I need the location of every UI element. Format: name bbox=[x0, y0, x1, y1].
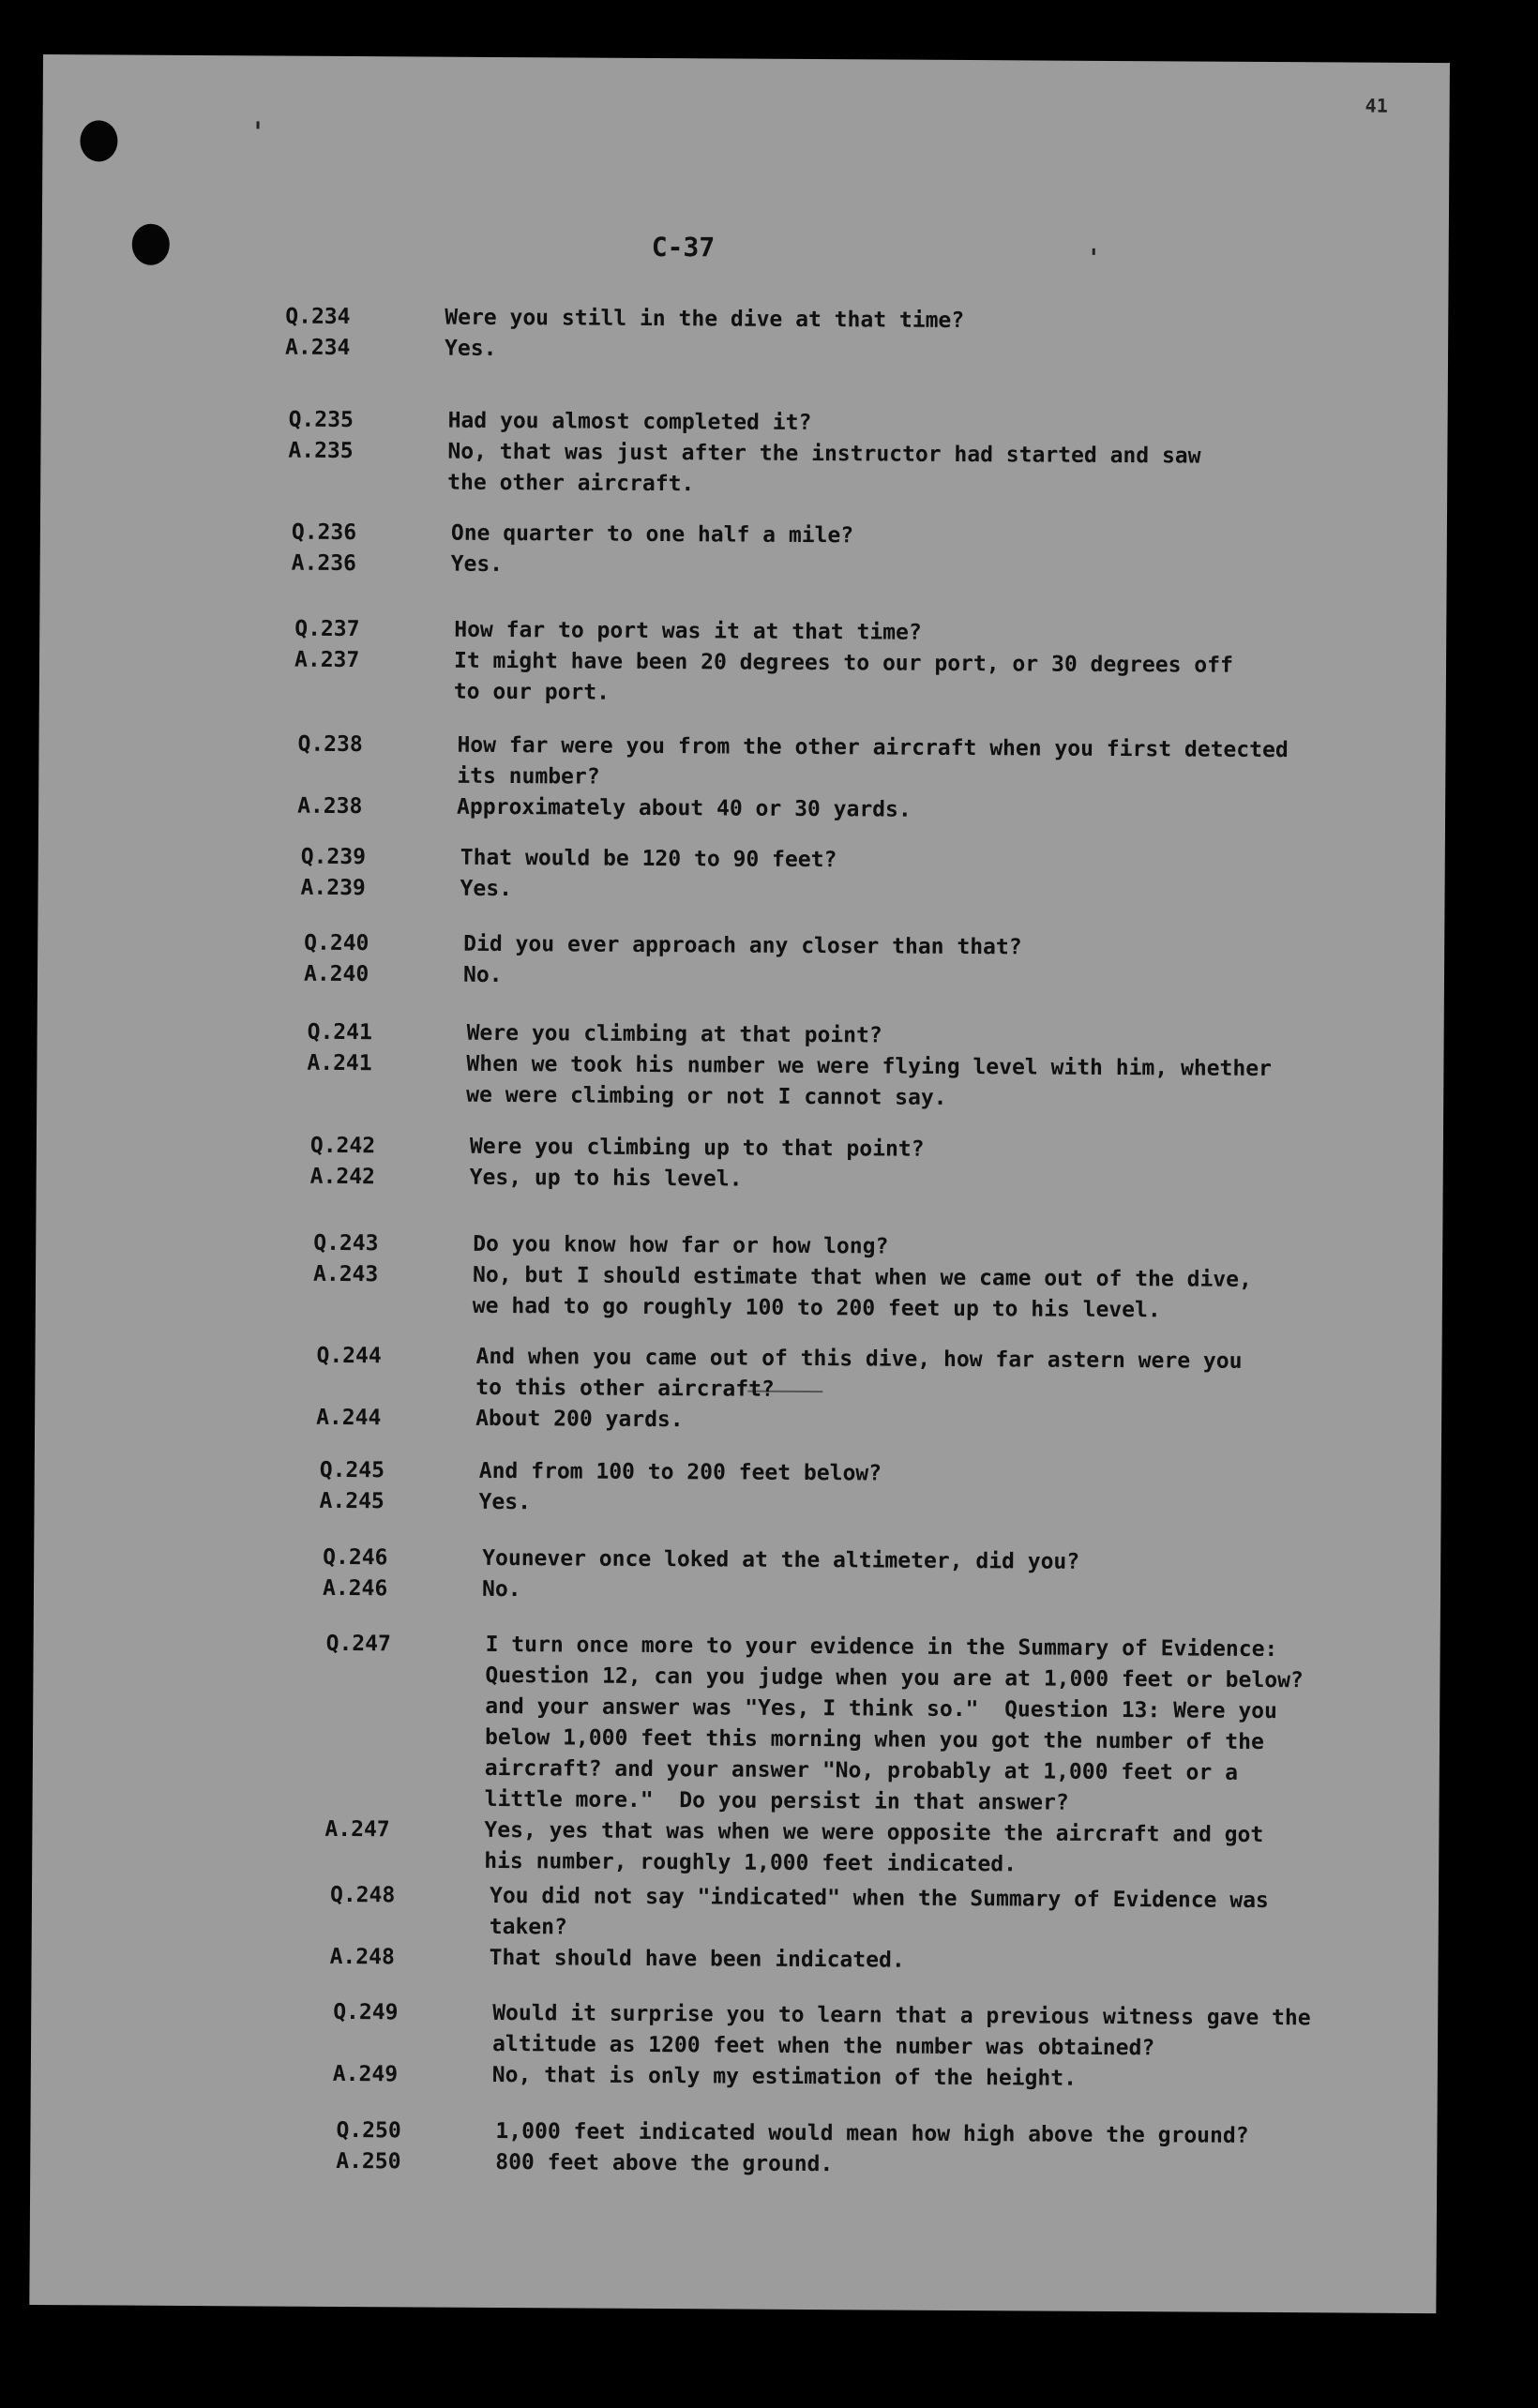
qa-text: It might have been 20 degrees to our port, or 30 degrees off bbox=[453, 648, 1233, 678]
qa-text: Did you ever approach any closer than that? bbox=[463, 931, 1022, 960]
question-number bbox=[325, 1691, 429, 1692]
qa-text: About 200 yards. bbox=[475, 1406, 684, 1433]
qa-text: altitude as 1200 feet when the number was obtained? bbox=[491, 2031, 1155, 2061]
qa-text: Yes. bbox=[478, 1489, 532, 1515]
question-number: Q.239 bbox=[300, 844, 367, 870]
qa-text: I turn once more to your evidence in the Summary of Evidence: bbox=[485, 1632, 1278, 1663]
question-answer-list bbox=[29, 54, 1450, 2313]
question-number: A.242 bbox=[309, 1164, 376, 1190]
qa-text: That would be 120 to 90 feet? bbox=[460, 845, 837, 873]
qa-text: to this other aircraft? bbox=[475, 1375, 775, 1402]
question-number: A.234 bbox=[285, 335, 351, 361]
question-number: A.249 bbox=[332, 2061, 399, 2087]
qa-text: No, that was just after the instructor had started and saw bbox=[447, 439, 1201, 469]
question-number: Q.245 bbox=[319, 1457, 385, 1483]
qa-entry bbox=[288, 405, 1201, 498]
question-number: Q.235 bbox=[288, 407, 354, 433]
question-number: Q.247 bbox=[325, 1631, 391, 1657]
qa-text: One quarter to one half a mile? bbox=[450, 520, 854, 549]
question-number: Q.238 bbox=[297, 731, 363, 758]
qa-text: Yes. bbox=[445, 336, 497, 361]
qa-text: to our port. bbox=[453, 679, 611, 705]
qa-text: And when you came out of this dive, how far astern were you bbox=[475, 1344, 1243, 1374]
qa-text: 800 feet above the ground. bbox=[495, 2149, 834, 2177]
question-number: A.245 bbox=[319, 1488, 384, 1514]
question-number: A.244 bbox=[316, 1405, 382, 1431]
question-number: Q.249 bbox=[333, 1999, 399, 2025]
qa-text: taken? bbox=[489, 1914, 567, 1940]
qa-text: Had you almost completed it? bbox=[447, 408, 812, 436]
qa-text: That should have been indicated. bbox=[489, 1945, 905, 1973]
qa-text: Were you climbing at that point? bbox=[466, 1020, 882, 1048]
qa-text: Yes. bbox=[460, 876, 513, 902]
qa-text: Approximately about 40 or 30 yards. bbox=[457, 794, 912, 822]
qa-text: No, that is only my estimation of the height. bbox=[491, 2062, 1078, 2091]
qa-text: When we took his number we were flying level with him, whether bbox=[466, 1051, 1273, 1082]
qa-text: Yes. bbox=[450, 551, 504, 578]
question-number: Q.248 bbox=[329, 1882, 396, 1908]
qa-text: Would it surprise you to learn that a previous witness gave the bbox=[492, 2000, 1311, 2031]
qa-text: its number? bbox=[457, 763, 600, 790]
question-number: Q.236 bbox=[291, 519, 357, 546]
qa-text: No. bbox=[481, 1576, 521, 1603]
question-number: Q.242 bbox=[309, 1133, 376, 1159]
qa-text: 1,000 feet indicated would mean how high above the ground? bbox=[495, 2118, 1249, 2148]
qa-text: And from 100 to 200 feet below? bbox=[478, 1458, 882, 1486]
qa-text: little more." Do you persist in that answer? bbox=[484, 1786, 1069, 1815]
question-number: A.235 bbox=[288, 438, 354, 464]
qa-text: his number, roughly 1,000 feet indicated. bbox=[484, 1848, 1018, 1877]
qa-text: Were you still in the dive at that time? bbox=[445, 305, 965, 334]
qa-entry bbox=[297, 730, 1289, 822]
qa-text: Yes, yes that was when we were opposite the aircraft and got bbox=[484, 1817, 1264, 1847]
question-number: Q.240 bbox=[304, 930, 369, 956]
qa-text: we had to go roughly 100 to 200 feet up to his level. bbox=[472, 1293, 1161, 1323]
corner-page-mark: 41 bbox=[1365, 94, 1388, 117]
question-number: Q.244 bbox=[316, 1343, 382, 1369]
qa-text: How far to port was it at that time? bbox=[454, 617, 922, 645]
question-number: A.247 bbox=[324, 1816, 390, 1843]
question-number: A.243 bbox=[312, 1261, 379, 1287]
question-number: A.237 bbox=[294, 647, 360, 673]
question-number: A.241 bbox=[307, 1050, 372, 1076]
qa-text: and your answer was "Yes, I think so." Question 13: Were you bbox=[485, 1693, 1277, 1724]
qa-text: You did not say "indicated" when the Summary of Evidence was bbox=[489, 1883, 1269, 1914]
question-number: A.238 bbox=[297, 793, 363, 820]
qa-entry bbox=[329, 1880, 1269, 1973]
qa-text: the other aircraft. bbox=[447, 470, 695, 497]
question-number: A.246 bbox=[322, 1575, 388, 1602]
qa-text: aircraft? and your answer "No, probably at 1,000 feet or a bbox=[484, 1755, 1239, 1785]
question-number: A.250 bbox=[336, 2148, 401, 2175]
qa-entry bbox=[332, 1997, 1311, 2091]
qa-text: How far were you from the other aircraft when you first detected bbox=[457, 732, 1289, 763]
qa-entry bbox=[307, 1017, 1273, 1110]
question-number: Q.250 bbox=[336, 2117, 401, 2144]
qa-text: Were you climbing up to that point? bbox=[469, 1134, 925, 1162]
question-number bbox=[325, 1722, 429, 1723]
qa-entry bbox=[324, 1629, 1304, 1877]
question-number: Q.234 bbox=[285, 304, 351, 330]
qa-entry bbox=[316, 1341, 1243, 1434]
question-number: Q.241 bbox=[307, 1019, 372, 1046]
qa-text: Younever once loked at the altimeter, did you? bbox=[482, 1545, 1080, 1574]
question-number: A.248 bbox=[329, 1944, 395, 1970]
question-number: Q.243 bbox=[313, 1230, 379, 1257]
qa-text: Question 12, can you judge when you are at 1,000 feet or below? bbox=[485, 1663, 1304, 1693]
qa-text: Yes, up to his level. bbox=[469, 1165, 743, 1192]
qa-entry bbox=[312, 1228, 1252, 1323]
question-number: Q.237 bbox=[294, 616, 360, 642]
qa-text: Do you know how far or how long? bbox=[473, 1231, 889, 1259]
qa-text: we were climbing or not I cannot say. bbox=[466, 1082, 947, 1110]
question-number: A.239 bbox=[300, 875, 366, 901]
qa-text: No. bbox=[462, 962, 503, 988]
page-number: C-37 bbox=[651, 231, 716, 263]
qa-text: below 1,000 feet this morning when you got the number of the bbox=[484, 1724, 1264, 1754]
qa-entry bbox=[294, 614, 1233, 707]
question-number: A.236 bbox=[291, 550, 357, 577]
question-number: A.240 bbox=[303, 961, 369, 987]
question-number bbox=[325, 1783, 429, 1784]
question-number: Q.246 bbox=[323, 1544, 388, 1571]
qa-text: No, but I should estimate that when we came out of the dive, bbox=[472, 1262, 1252, 1292]
document-page bbox=[29, 54, 1450, 2313]
